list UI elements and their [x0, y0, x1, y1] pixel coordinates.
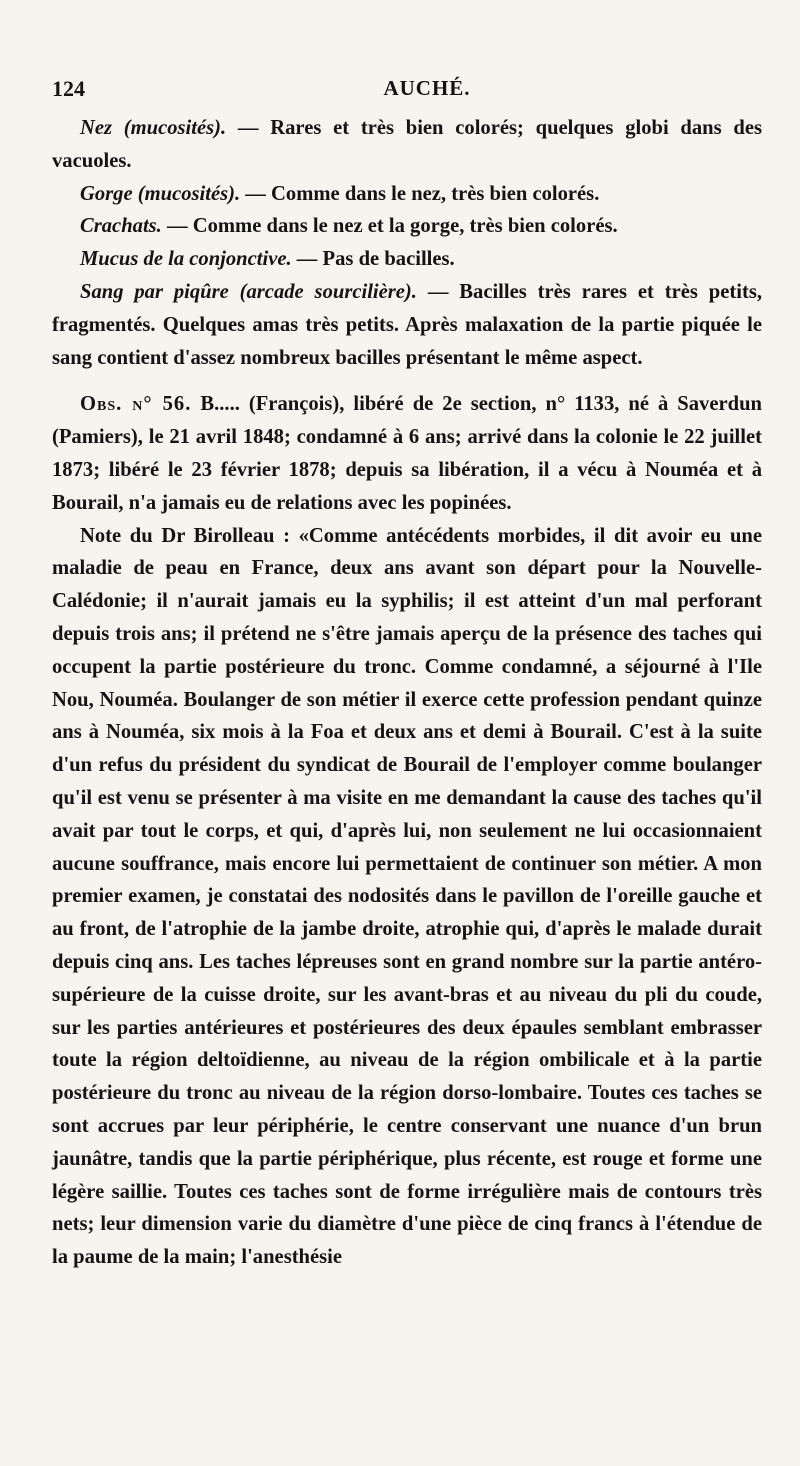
finding-blood — [52, 276, 762, 374]
finding-throat — [52, 178, 762, 211]
running-head: AUCHÉ. — [383, 76, 471, 100]
finding-text: — Bacilles très rares et très petits, fragmentés. Quelques amas très petits. Après malaxation de la partie piquée le sang contient d'assez nombreux bacilles présentant le même aspect. — [52, 280, 762, 369]
finding-conjunctiva — [52, 243, 762, 276]
finding-label: Crachats. — [80, 215, 162, 238]
finding-label: Mucus de la conjonctive. — [80, 248, 292, 271]
finding-label: Nez (mucosités). — [80, 117, 227, 139]
page-body — [52, 112, 762, 1274]
doctor-note-text: Note du Dr Birolleau : «Comme antécédents morbides, il dit avoir eu une maladie de peau en France, deux ans avant son départ pour la Nouvelle-Calédonie; il n'aurait jamais eu la syphilis; il est atteint d'un mal perforant depuis trois ans; il prétend ne s'être jamais aperçu de la présence des taches qui occupent la partie postérieure du tronc. Comme condamné, a séjourné à l'Ile Nou, Nouméa. Boulanger de son métier il exerce cette profession pendant quinze ans à Nouméa, six mois à la Foa et deux ans et demi à Bourail. C'est à la suite d'un refus du président du syndicat de Bourail de l'employer comme boulanger qu'il est venu se présenter à ma visite en me demandant la cause des taches qu'il avait par tout le corps, et qui, d'après lui, non seulement ne lui occasionnaient aucune souffrance, mais encore lui permettaient de continuer son métier. A mon premier examen, je constatai des nodosités dans le pavillon de l'oreille gauche et au front, de l'atrophie de la jambe droite, atrophie qui, d'après le malade durait depuis cinq ans. Les taches lépreuses sont en grand nombre sur la partie antéro-supérieure de la cuisse droite, sur les avant-bras et au niveau du pli du coude, sur les parties antérieures et postérieures des deux épaules semblant embrasser toute la région deltoïdienne, au niveau de la région ombilicale et à la partie postérieure du tronc au niveau de la région dorso-lombaire. Toutes ces taches se sont accrues par leur périphérie, le centre conservant une nuance d'un brun jaunâtre, tandis que la partie périphérique, plus récente, est rouge et forme une légère saillie. Toutes ces taches sont de forme irrégulière mais de contours très nets; leur dimension varie du diamètre d'une pièce de cinq francs à l'étendue de la paume de la main; l'anesthésie — [52, 524, 762, 1269]
observation-text: B..... (François), libéré de 2e section, n° 1133, né à Saverdun (Pamiers), le 21 avril 1848; condamné à 6 ans; arrivé dans la colonie le 22 juillet 1873; libéré le 23 février 1878; depuis sa libération, il a vécu à Nouméa et à Bourail, n'a jamais eu de relations avec les popinées. — [52, 393, 762, 514]
finding-nose — [52, 112, 762, 178]
finding-text: — Comme dans le nez, très bien colorés. — [240, 182, 600, 205]
section-gap — [52, 374, 762, 388]
page-header — [52, 76, 762, 106]
finding-sputum — [52, 210, 762, 243]
page-number: 124 — [52, 76, 85, 101]
doctor-note-paragraph — [52, 520, 762, 1274]
finding-label: Sang par piqûre (arcade sourcilière). — [80, 280, 417, 303]
finding-label: Gorge (mucosités). — [80, 182, 241, 205]
observation-paragraph — [52, 388, 762, 519]
observation-heading: Obs. n° 56. — [80, 393, 192, 416]
finding-text: — Pas de bacilles. — [291, 248, 455, 271]
finding-text: — Comme dans le nez et la gorge, très bien colorés. — [161, 215, 618, 238]
finding-text: — Rares et très bien colorés; quelques globi dans des vacuoles. — [52, 117, 762, 172]
